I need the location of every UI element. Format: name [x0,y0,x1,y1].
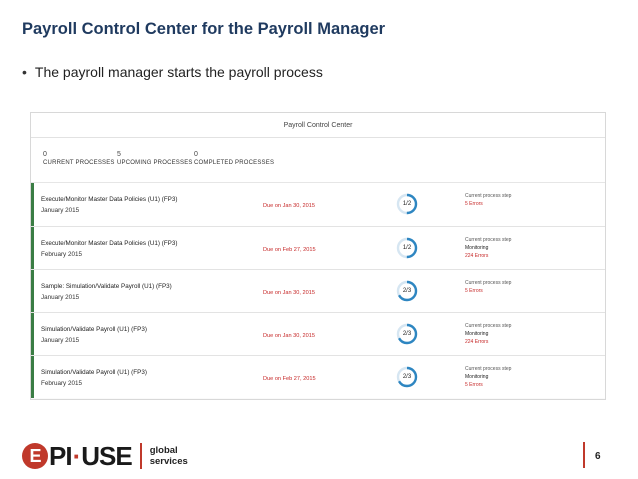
counter-label: COMPLETED PROCESSES [194,160,275,166]
step-label: Current process step [465,237,512,243]
bullet-point [22,64,323,80]
step-value: Monitoring [465,245,489,251]
process-row[interactable] [31,226,605,269]
process-step [465,236,511,260]
step-label: Current process step [465,366,512,372]
counter-current[interactable] [43,150,115,168]
progress-text: 1/2 [402,201,412,207]
process-step [465,322,511,346]
counter-completed[interactable] [194,150,274,168]
page-number: 6 [595,451,601,462]
process-period: January 2015 [41,207,80,214]
error-count-link[interactable]: 224 Errors [465,253,489,259]
process-title[interactable]: Simulation/Validate Payroll (U1) (FP3) [41,369,147,376]
logo-divider [140,443,142,469]
step-label: Current process step [465,193,512,199]
step-label: Current process step [465,323,512,329]
bullet-text: The payroll manager starts the payroll process [34,64,323,80]
counter-value: 0 [194,151,198,158]
process-row[interactable] [31,183,605,226]
process-row[interactable] [31,355,605,398]
counter-value: 5 [117,151,121,158]
step-label: Current process step [465,280,512,286]
process-period: January 2015 [41,337,80,344]
status-accent [31,183,34,226]
progress-ring [396,237,418,259]
progress-ring [396,366,418,388]
logo-text-right: USE [81,440,132,471]
page-number-divider [583,442,585,468]
counter-label: CURRENT PROCESSES [43,160,115,166]
error-count-link[interactable]: 5 Errors [465,382,483,388]
logo-subtitle-line1: global [149,445,178,456]
process-period: February 2015 [41,251,82,258]
progress-ring [396,280,418,302]
logo-text-left: PI [49,440,72,471]
progress-text: 2/3 [402,288,412,294]
process-title[interactable]: Simulation/Validate Payroll (U1) (FP3) [41,326,147,333]
logo-dot: · [72,440,81,471]
progress-text: 1/2 [402,245,412,251]
process-period: February 2015 [41,380,82,387]
logo-subtitle [150,445,188,467]
process-due-date: Due on Feb 27, 2015 [263,247,316,253]
process-step [465,279,511,295]
error-count-link[interactable]: 5 Errors [465,288,483,294]
slide-title: Payroll Control Center for the Payroll Manager [22,20,386,38]
process-period: January 2015 [41,294,80,301]
process-title[interactable]: Execute/Monitor Master Data Policies (U1) (FP3) [41,196,178,203]
process-due-date: Due on Jan 30, 2015 [263,203,315,209]
status-accent [31,313,34,355]
counter-label: UPCOMING PROCESSES [117,160,193,166]
logo-e-mark: E [22,443,48,469]
panel-header: Payroll Control Center [31,113,605,138]
logo-subtitle-line2: services [149,456,188,467]
error-count-link[interactable]: 5 Errors [465,201,483,207]
process-due-date: Due on Jan 30, 2015 [263,290,315,296]
error-count-link[interactable]: 224 Errors [465,339,489,345]
status-accent [31,356,34,398]
counter-upcoming[interactable] [117,150,193,168]
status-accent [31,227,34,269]
process-list [31,183,605,398]
process-step [465,192,511,208]
process-title[interactable]: Execute/Monitor Master Data Policies (U1) (FP3) [41,240,178,247]
step-value: Monitoring [465,331,489,337]
process-counters [31,138,605,183]
counter-value: 0 [43,151,47,158]
progress-text: 2/3 [402,331,412,337]
process-due-date: Due on Feb 27, 2015 [263,376,316,382]
progress-text: 2/3 [402,374,412,380]
progress-ring [396,323,418,345]
process-due-date: Due on Jan 30, 2015 [263,333,315,339]
bullet-icon: • [22,64,27,80]
process-title[interactable]: Sample: Simulation/Validate Payroll (U1) (FP3) [41,283,172,290]
progress-ring [396,193,418,215]
step-value: Monitoring [465,374,489,380]
payroll-control-center-panel [30,112,606,400]
process-row[interactable] [31,269,605,312]
process-row[interactable] [31,312,605,355]
status-accent [31,270,34,312]
epi-use-logo [22,438,188,474]
logo-wordmark [22,441,132,472]
process-step [465,365,511,389]
